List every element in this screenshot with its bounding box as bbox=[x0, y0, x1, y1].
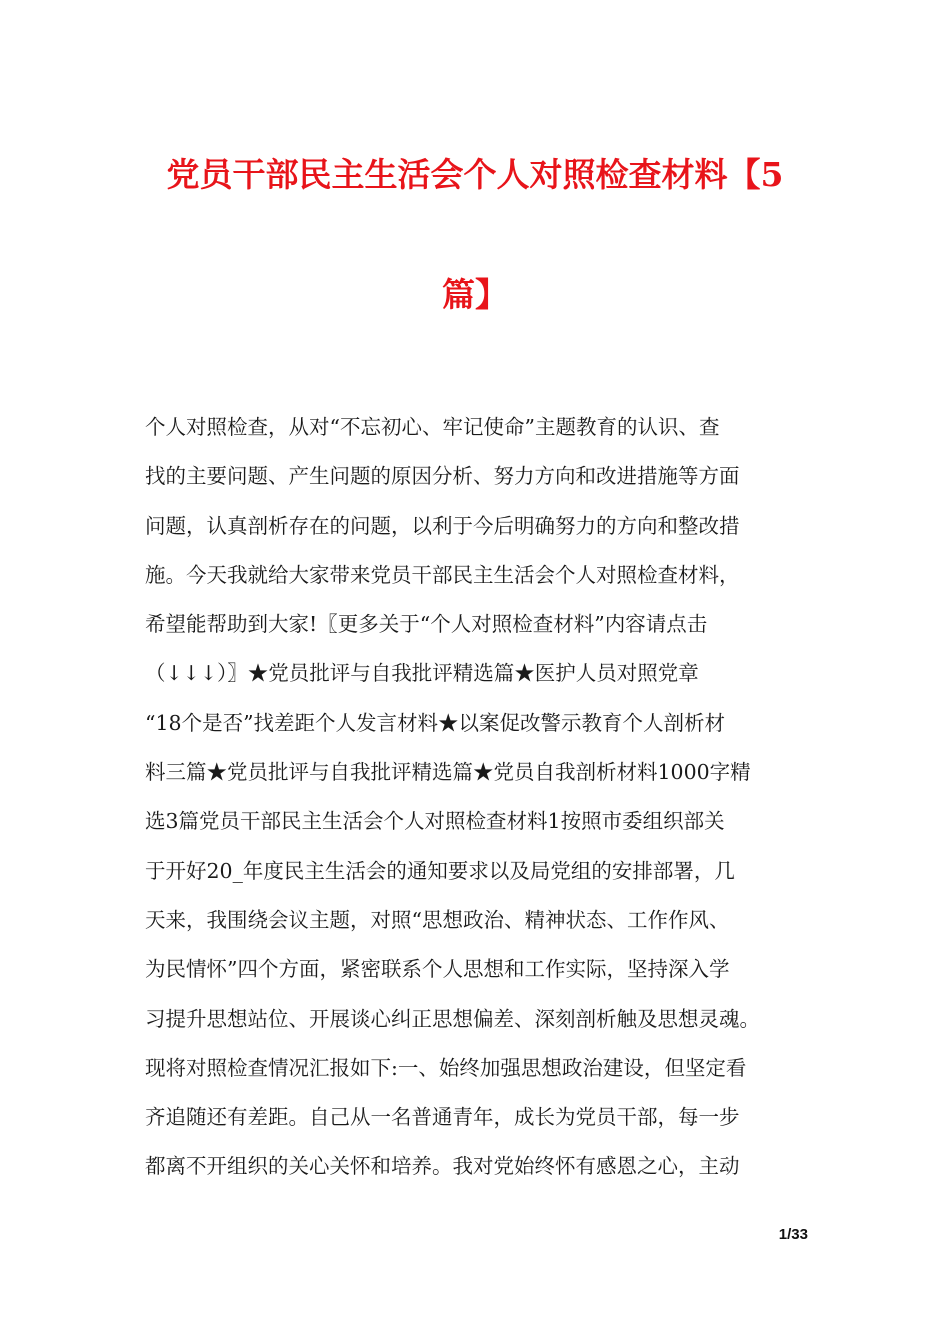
body-line: 为民情怀”四个方面，紧密联系个人思想和工作实际，坚持深入学 bbox=[145, 957, 730, 982]
page-number: 1/33 bbox=[778, 1226, 808, 1243]
document-body bbox=[145, 412, 825, 1201]
body-line: 找的主要问题、产生问题的原因分析、努力方向和改进措施等方面 bbox=[145, 464, 740, 489]
body-line: 天来，我围绕会议主题，对照“思想政治、精神状态、工作作风、 bbox=[145, 907, 730, 932]
body-line: 希望能帮助到大家!〖更多关于“个人对照检查材料”内容请点击 bbox=[145, 612, 708, 637]
body-line: 都离不开组织的关心关怀和培养。我对党始终怀有感恩之心，主动 bbox=[145, 1154, 740, 1179]
document-title-line-2: 篇】 bbox=[442, 275, 508, 314]
body-line: 问题，认真剖析存在的问题，以利于今后明确努力的方向和整改措 bbox=[145, 513, 740, 538]
body-line: “18个是否”找差距个人发言材料★以案促改警示教育个人剖析材 bbox=[145, 710, 726, 735]
body-line: 个人对照检查，从对“不忘初心、牢记使命”主题教育的认识、查 bbox=[145, 415, 720, 439]
body-line: 于开好20_年度民主生活会的通知要求以及局党组的安排部署，几 bbox=[145, 858, 735, 883]
document-title-line-1: 党员干部民主生活会个人对照检查材料【5 bbox=[166, 155, 784, 194]
body-line: 选3篇党员干部民主生活会个人对照检查材料1按照市委组织部关 bbox=[145, 809, 725, 834]
body-line: 齐追随还有差距。自己从一名普通青年，成长为党员干部，每一步 bbox=[145, 1105, 740, 1130]
body-line: 料三篇★党员批评与自我批评精选篇★党员自我剖析材料1000字精 bbox=[145, 760, 751, 785]
body-line: （↓↓↓）〗★党员批评与自我批评精选篇★医护人员对照党章 bbox=[145, 661, 699, 686]
body-line: 习提升思想站位、开展谈心纠正思想偏差、深刻剖析触及思想灵魂。 bbox=[145, 1006, 760, 1031]
body-line: 现将对照检查情况汇报如下:一、始终加强思想政治建设，但坚定看 bbox=[145, 1055, 747, 1080]
body-line: 施。今天我就给大家带来党员干部民主生活会个人对照检查材料， bbox=[145, 562, 740, 587]
